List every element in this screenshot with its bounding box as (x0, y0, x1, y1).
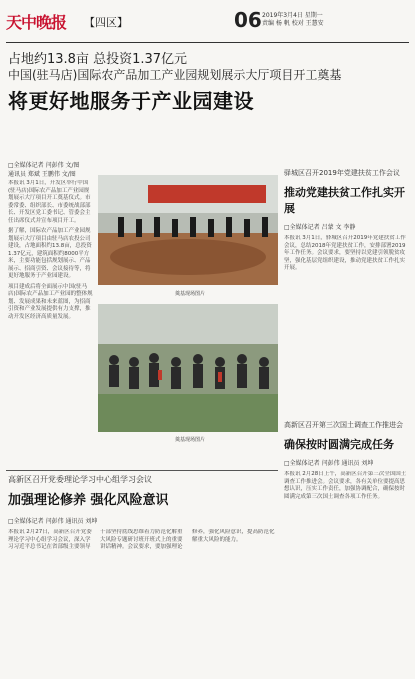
masthead-meta (262, 12, 412, 28)
date-line: 2019年3月4日 星期一 (262, 12, 323, 19)
lead-byline-2: 通讯员 郑斌 王鹏伟 文/图 (8, 171, 76, 178)
sidebar-top-body: 本报讯 3月1日，驿城区召开2019年党建扶贫工作会议，总结2018年党建扶贫工作，安排部署2019年工作任务。会议要求，要坚持以党建引领脱贫攻坚，强化基层党组织建设，推动党建扶贫工作扎实开展。 (284, 235, 406, 271)
masthead (0, 0, 415, 44)
crowd-photo-icon (98, 304, 278, 432)
bottom-lead-kicker: 高新区召开党委理论学习中心组学习会议 (8, 475, 152, 484)
bottom-lead-byline: □全媒体记者 闫彭伟 通讯员 刘坤 (8, 518, 98, 525)
sidebar-bottom-headline: 确保按时圆满完成任务 (284, 438, 394, 451)
section-label: 【四区】 (84, 16, 128, 29)
sidebar-top-headline: 推动党建扶贫工作扎实开展 (284, 186, 405, 215)
sidebar-top-byline: □全媒体记者 吕蒙 文 李静 (284, 224, 356, 231)
lead-kicker-1: 占地约13.8亩 总投资1.37亿元 (8, 52, 188, 67)
bottom-lead-headline: 加强理论修养 强化风险意识 (8, 493, 169, 508)
lead-photo-caption: 奠基现场图片 (174, 291, 205, 297)
lead-byline-block (8, 160, 94, 178)
lead-body-column (8, 180, 94, 470)
lead-byline-1: □全媒体记者 闫彭伟 文/图 (8, 162, 80, 169)
bottom-lead-body: 本报讯 2月27日，高新区召开党委理论学习中心组学习会议，深入学习习近平总书记在省部级主要领导干部坚持底线思维着力防范化解重大风险专题研讨班开班式上的重要讲话精神。会议要求，要加强理论修养，强化风险意识，提高防范化解重大风险的能力。 (8, 529, 275, 550)
lead-kicker-2: 中国(驻马店)国际农产品加工产业园规划展示大厅项目开工奠基 (8, 68, 342, 82)
lead-photo (98, 175, 278, 285)
sidebar-top-kicker: 驿城区召开2019年党建扶贫工作会议 (284, 169, 400, 177)
newspaper-logo: 天中晚报 (6, 13, 67, 32)
masthead-rule (6, 42, 409, 43)
bottom-divider (6, 470, 278, 471)
lead-headline: 将更好地服务于产业园建设 (8, 89, 254, 113)
crowd-photo (98, 304, 278, 432)
sidebar-bottom-kicker: 高新区召开第三次国土调查工作推进会 (284, 421, 403, 429)
sidebar-bottom-story (284, 420, 410, 631)
crowd-photo-caption: 奠基现场图片 (174, 437, 205, 443)
sidebar-top-story (284, 168, 410, 425)
sidebar-bottom-byline: □全媒体记者 闫彭伟 通讯员 刘坤 (284, 460, 374, 467)
editor-line: 责编 杨 帆 校对 王慧安 (262, 20, 324, 27)
sidebar-bottom-body: 本报讯 2月28日上午，高新区召开第三次全国国土调查工作推进会。会议要求，各有关单位要提高思想认识，压实工作责任，加强协调配合，确保按时圆满完成第三次国土调查各项工作任务。 (284, 471, 407, 500)
groundbreaking-photo-icon (98, 175, 278, 285)
page-number: 06 (234, 8, 262, 32)
bottom-lead-story (8, 474, 278, 679)
lead-body-paragraph: 本报讯 3月1日，开发区举行中国(驻马店)国际农产品加工产业园规划展示大厅项目开工奠基仪式。市委常委、组织部长、市委统战部部长、开发区党工委书记、管委会主任出席仪式并宣布项目开工。 (8, 180, 91, 224)
lead-body-paragraph: 项目建成后将全面展示中国(驻马店)国际农产品加工产业园的整体规划、发展成果和未来蓝图，为招商引资和产业发展提供有力支撑，推动开发区经济高质量发展。 (8, 283, 93, 320)
lead-body-paragraph: 据了解，国际农产品加工产业园规划展示大厅项目由驻马店农投公司建设，占地面积约13.8亩，总投资1.37亿元，建筑面积约8000平方米，主要功能包括规划展示、产品展示、招商引资、会议接待等，将更好地服务于产业园建设。 (8, 228, 92, 279)
